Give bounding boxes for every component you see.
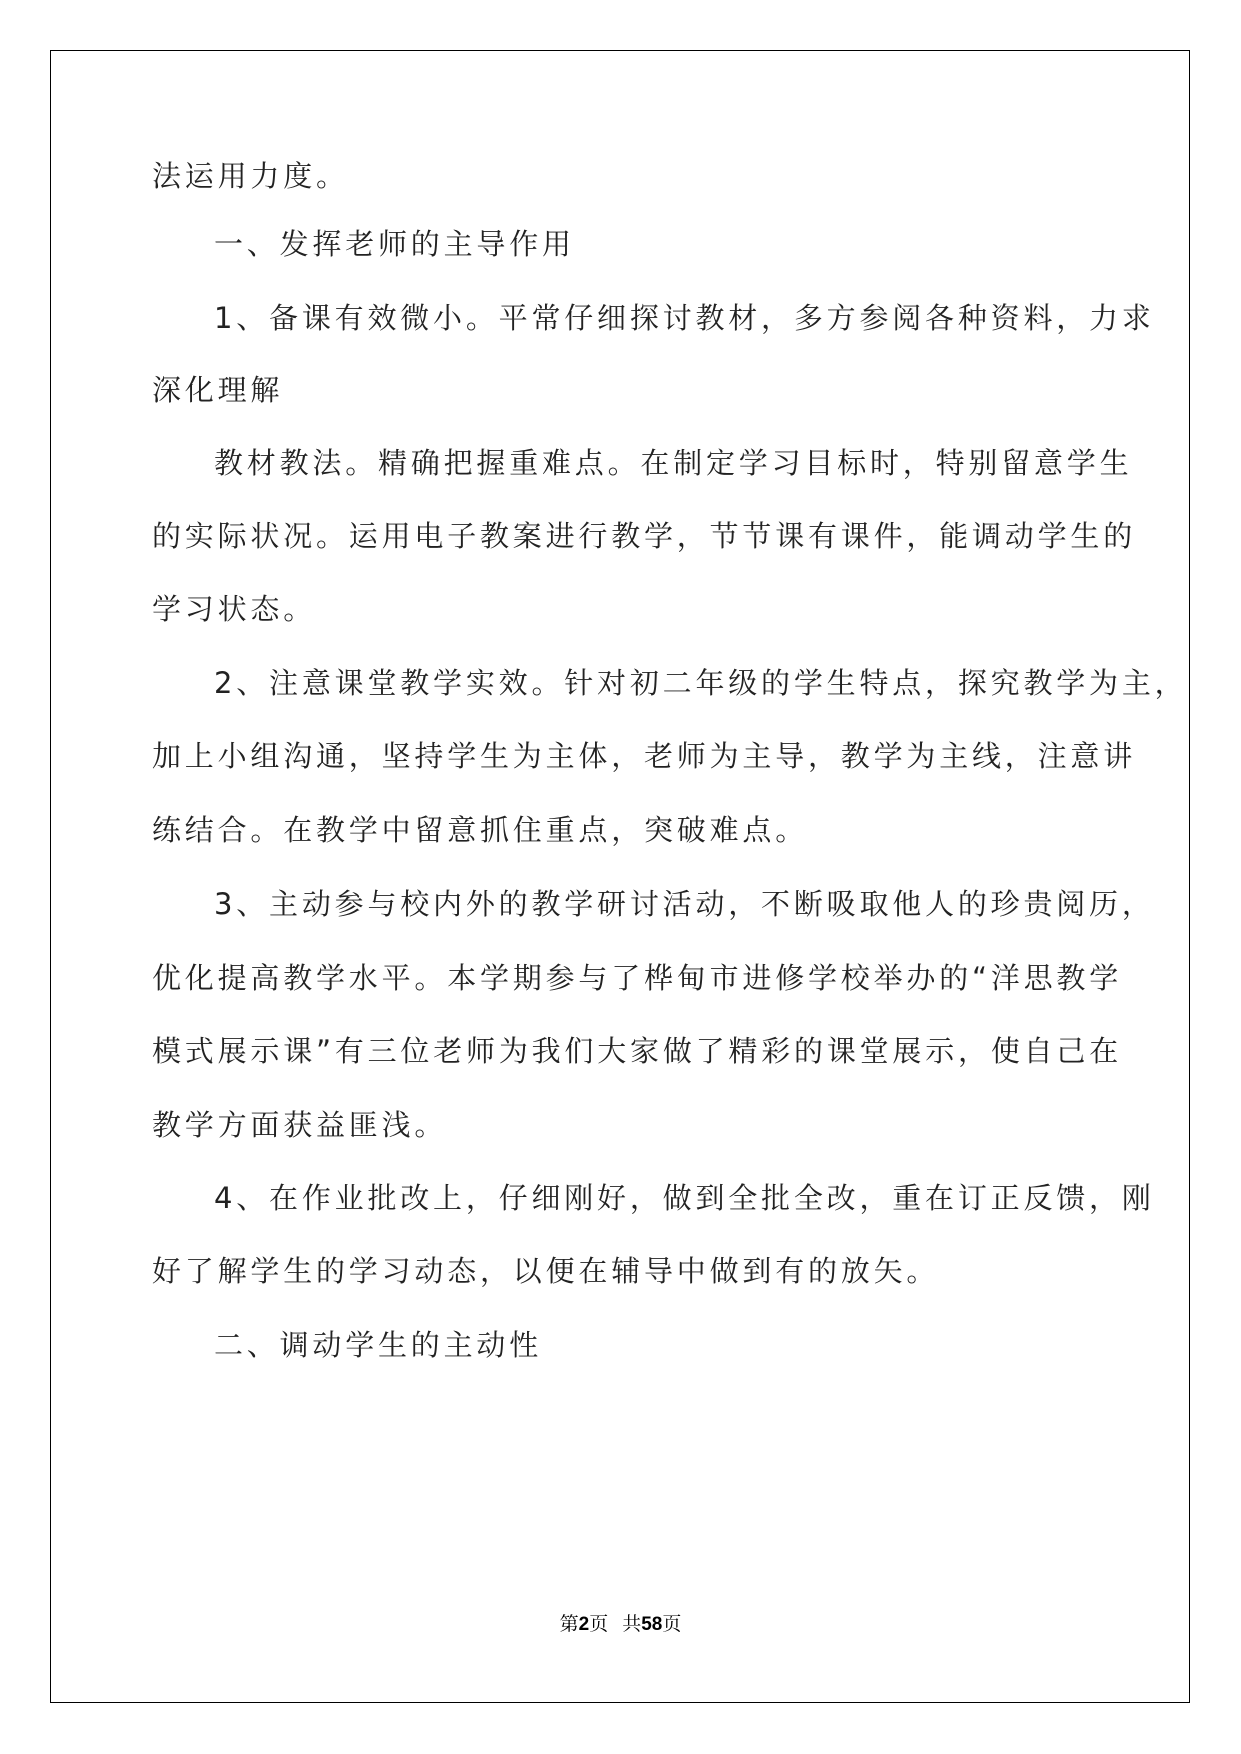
text-line: 教材教法。精确把握重难点。在制定学习目标时，特别留意学生 [214,446,1133,480]
text-line: 练结合。在教学中留意抓住重点，突破难点。 [152,813,809,847]
footer-total-suffix: 页 [662,1613,682,1635]
footer-page-suffix: 页 [589,1613,609,1635]
section-heading: 一、发挥老师的主导作用 [214,227,575,261]
text-line: 4、在作业批改上，仔细刚好，做到全批全改，重在订正反馈，刚 [214,1181,1155,1215]
text-line: 1、备课有效微小。平常仔细探讨教材，多方参阅各种资料，力求 [214,301,1155,335]
text-line: 好了解学生的学习动态，以便在辅导中做到有的放矢。 [152,1254,940,1288]
text-line: 深化理解 [152,373,284,407]
text-line: 学习状态。 [152,592,317,626]
text-line: 教学方面获益匪浅。 [152,1108,448,1142]
total-pages: 58 [641,1614,663,1635]
section-heading: 二、调动学生的主动性 [214,1328,543,1362]
text-line: 3、主动参与校内外的教学研讨活动，不断吸取他人的珍贵阅历， [214,887,1155,921]
text-line: 优化提高教学水平。本学期参与了桦甸市进修学校举办的“洋思教学 [152,961,1123,995]
text-line: 模式展示课”有三位老师为我们大家做了精彩的课堂展示，使自己在 [152,1034,1123,1068]
page-footer [0,1612,1241,1637]
text-line: 2、注意课堂教学实效。针对初二年级的学生特点，探究教学为主， [214,666,1188,700]
page-number: 2 [578,1614,590,1635]
footer-prefix: 第 [559,1613,579,1635]
footer-total-prefix: 共 [622,1613,642,1635]
text-line: 加上小组沟通，坚持学生为主体，老师为主导，教学为主线，注意讲 [152,739,1137,773]
text-line: 的实际状况。运用电子教案进行教学，节节课有课件，能调动学生的 [152,519,1137,553]
text-line: 法运用力度。 [152,159,349,193]
